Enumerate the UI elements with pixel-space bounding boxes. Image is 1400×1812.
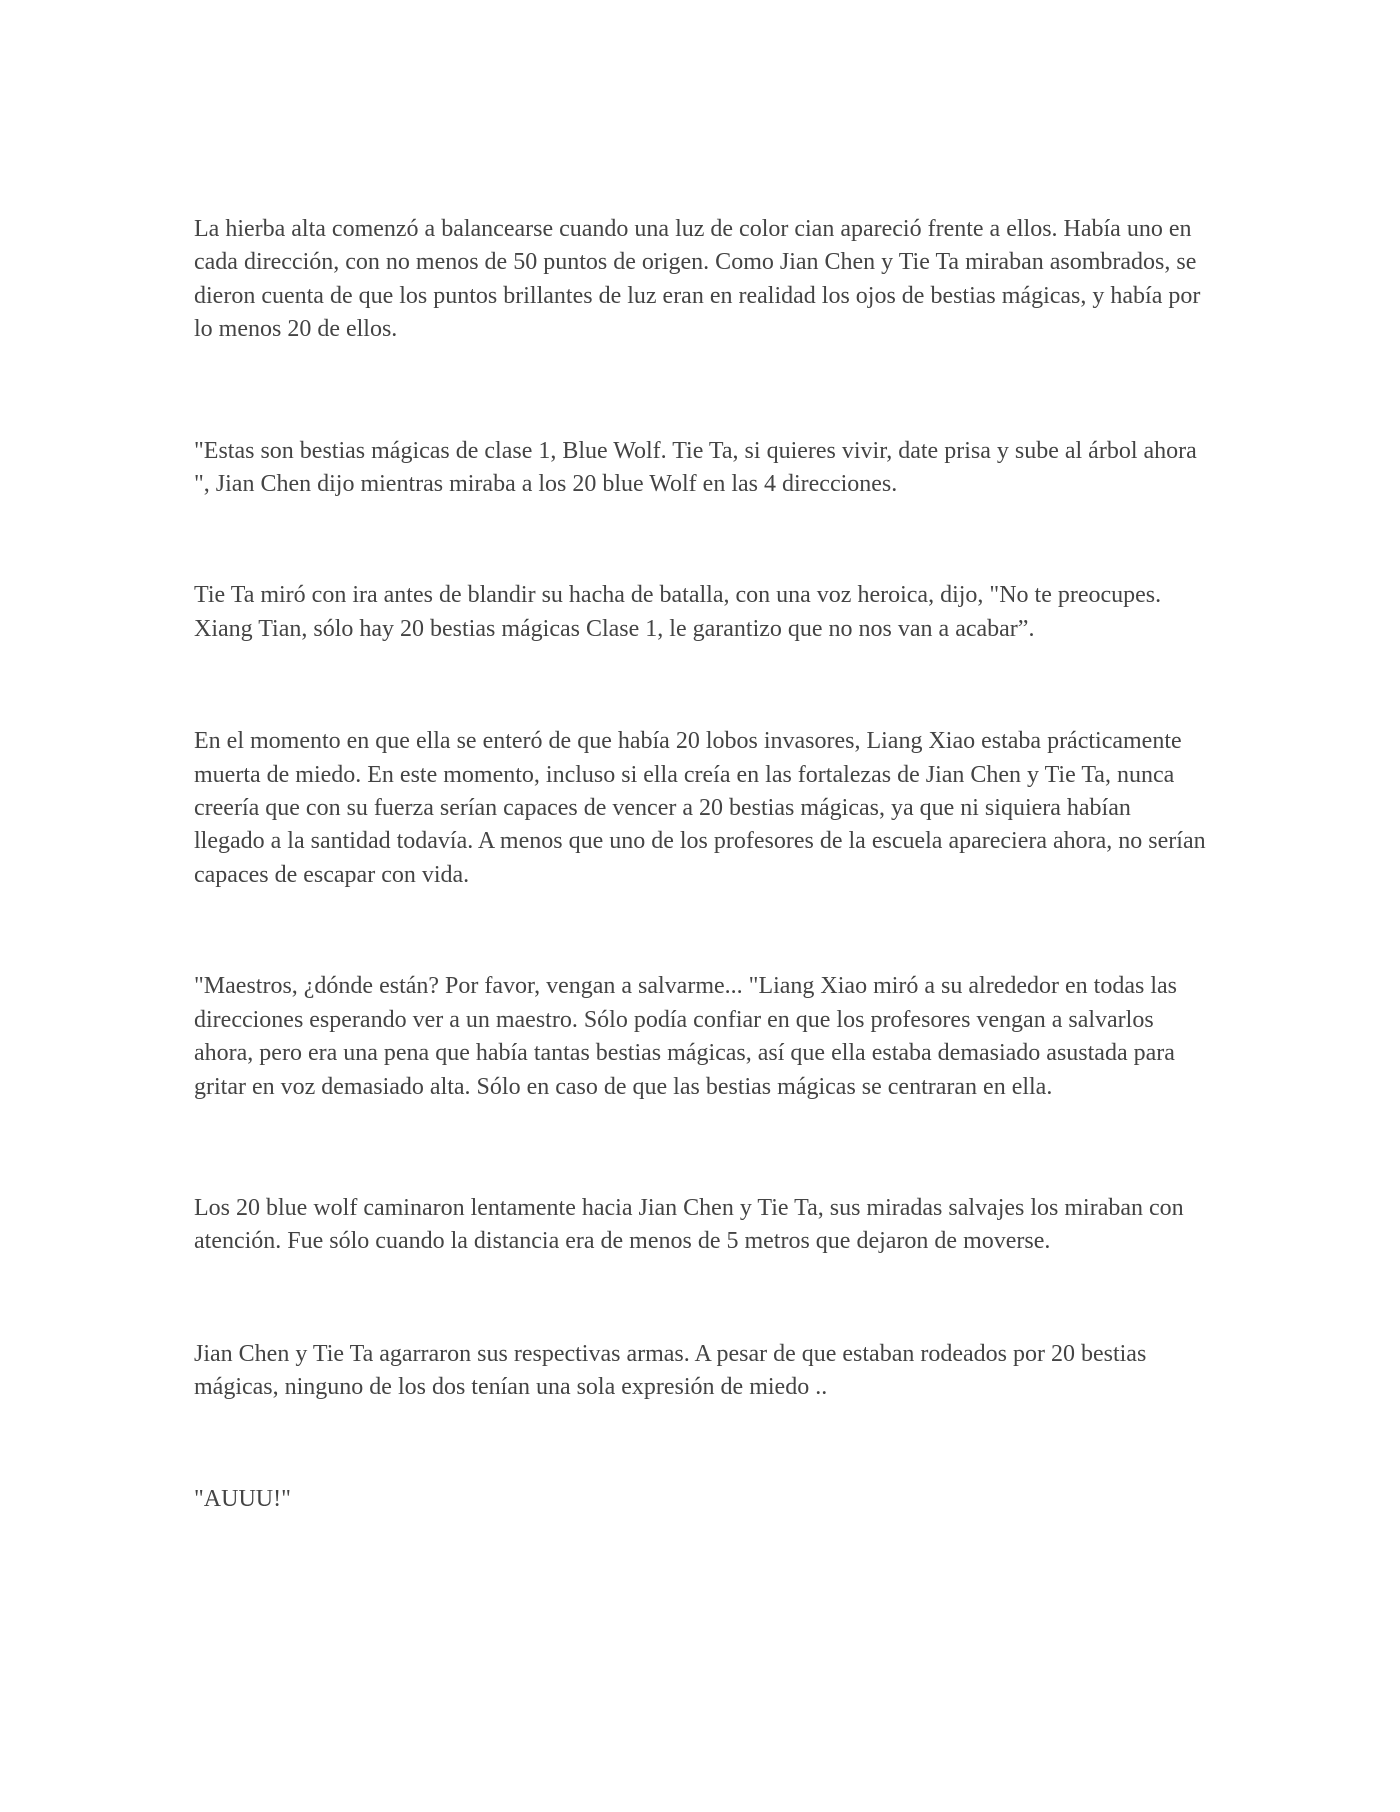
paragraph-4: En el momento en que ella se enteró de que había 20 lobos invasores, Liang Xiao estaba prácticamente muerta de miedo. En este momento, incluso si ella creía en las fortalezas de Jian Chen y Tie Ta, nunca creería que con su fuerza serían capaces de vencer a 20 bestias mágicas, ya que ni siquiera habían llegado a la santidad todavía. A menos que uno de los profesores de la escuela apareciera ahora, no serían capaces de escapar con vida. [194, 728, 1206, 888]
paragraph-7: Jian Chen y Tie Ta agarraron sus respectivas armas. A pesar de que estaban rodeados por 20 bestias mágicas, ninguno de los dos tenían una sola expresión de miedo .. [194, 1340, 1147, 1401]
paragraph-8: "AUUU!" [194, 1485, 291, 1512]
paragraph-1: La hierba alta comenzó a balancearse cuando una luz de color cian apareció frente a ellos. Había uno en cada dirección, con no menos de 50 puntos de origen. Como Jian Chen y Tie Ta miraban asombrados, se dieron cuenta de que los puntos brillantes de luz eran en realidad los ojos de bestias mágicas, y había por lo menos 20 de ellos. [194, 216, 1201, 343]
paragraph-6: Los 20 blue wolf caminaron lentamente hacia Jian Chen y Tie Ta, sus miradas salvajes los miraban con atención. Fue sólo cuando la distancia era de menos de 5 metros que dejaron de moverse. [194, 1194, 1184, 1255]
paragraph-3: Tie Ta miró con ira antes de blandir su hacha de batalla, con una voz heroica, dijo, "No te preocupes. Xiang Tian, sólo hay 20 bestias mágicas Clase 1, le garantizo que no nos van a acabar”. [194, 582, 1162, 642]
paragraph-5: "Maestros, ¿dónde están? Por favor, vengan a salvarme... "Liang Xiao miró a su alrededor en todas las direcciones esperando ver a un maestro. Sólo podía confiar en que los profesores vengan a salvarlos ahora, pero era una pena que había tantas bestias mágicas, así que ella estaba demasiado asustada para gritar en voz demasiado alta. Sólo en caso de que las bestias mágicas se centraran en ella. [194, 973, 1177, 1100]
paragraph-2: "Estas son bestias mágicas de clase 1, Blue Wolf. Tie Ta, si quieres vivir, date prisa y sube al árbol ahora ", Jian Chen dijo mientras miraba a los 20 blue Wolf en las 4 direcciones. [194, 437, 1197, 498]
document-body [194, 213, 1206, 1516]
